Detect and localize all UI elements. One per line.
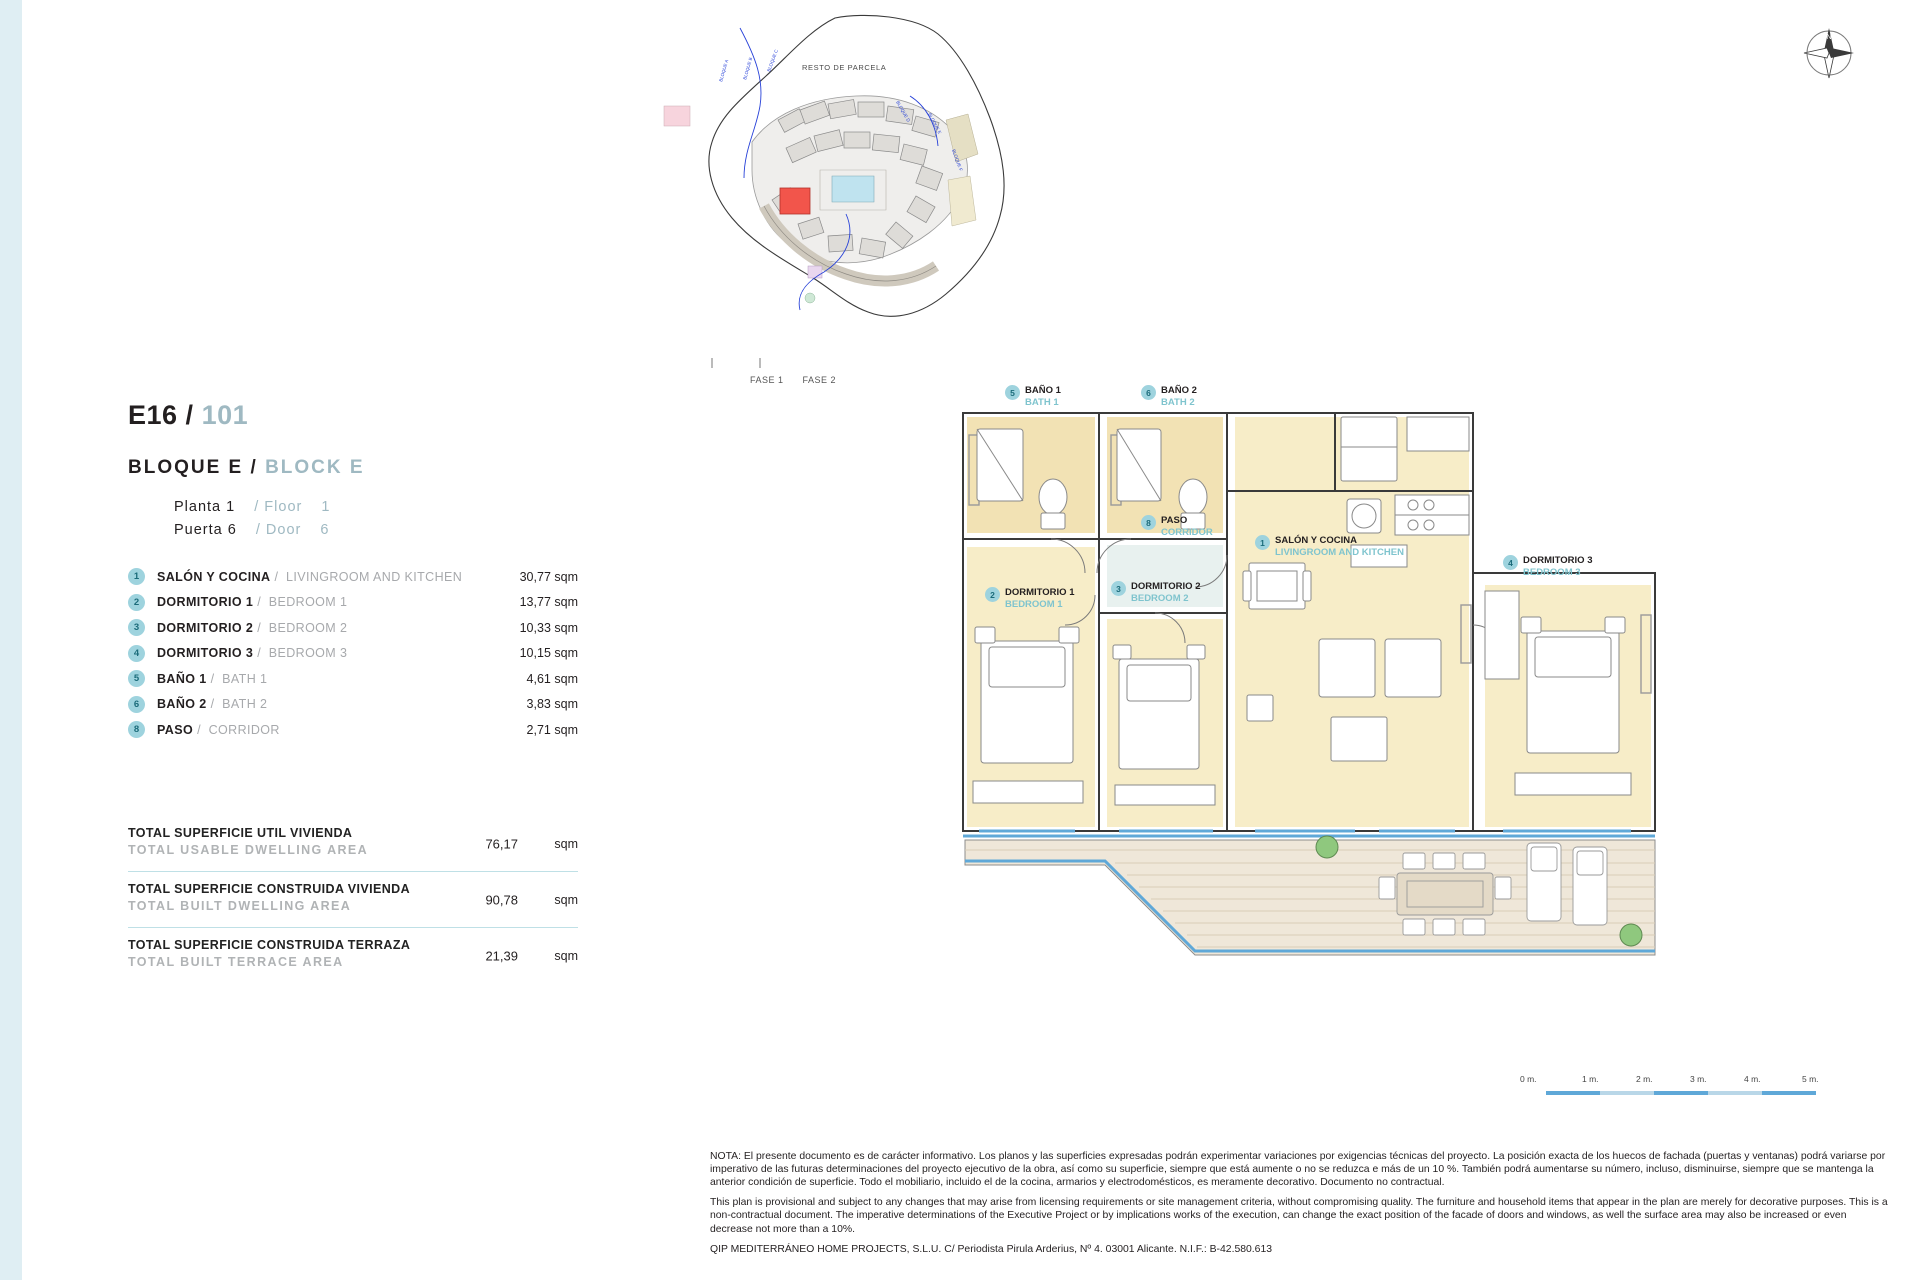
floor-plan-drawing [955,395,1815,1035]
unit-info-panel [128,400,578,983]
block-row [128,457,578,479]
total-value: 21,39 [485,948,518,963]
unit-ref: 101 [201,400,249,430]
plan-room-name-en: CORRIDOR [1161,526,1213,538]
room-number-badge: 1 [128,568,145,585]
phase-2-label: FASE 2 [802,375,837,385]
scale-label-2: 2 m. [1636,1074,1653,1084]
room-area-unit: sqm [554,722,578,737]
plan-room-name-en: BATH 2 [1161,396,1195,408]
planter [1620,924,1642,946]
unit-code: E16 [128,400,178,430]
room-number-badge: 3 [1111,581,1126,596]
plan-room-name-es: BAÑO 2 [1161,385,1197,396]
scale-label-5: 5 m. [1802,1074,1819,1084]
site-key-plan-drawing [660,10,1080,375]
room-fills [967,417,1651,827]
plan-room-name-en: LIVINGROOM AND KITCHEN [1275,546,1404,558]
room-area-unit: sqm [554,671,578,686]
floor-row [174,499,578,515]
plan-room-tag-bedroom1 [985,587,1075,611]
room-name-es: PASO [157,722,194,737]
room-area-unit: sqm [554,697,578,711]
block-label-en: BLOCK E [265,457,365,478]
room-area-unit: sqm [554,646,578,660]
room-area: 10,33 [519,620,551,635]
note-es: NOTA: El presente documento es de carácter informativo. Los planos y las superficies expresadas podrán experimentar variaciones por exigencias técnicas del proyecto. La posición exacta de los huecos de fachada (puertas y ventanas) podrá variarse por imperativo de las futuras determinaciones del proyecto ejecutivo de la obra, así como su superficie, siempre que está aumente o no se reduzca e más de un 10 %. También podrá aumentarse su número, incluso, disminuirse, siempre que se mantenga la anterior condición de superficie. Todo el mobiliario, incluido el de la cocina, armarios y electrodomésticos, es meramente decorativo. Documento no contractual. [710,1151,1886,1189]
page-title: E16 / 101 [128,400,249,430]
plan-room-name-es: DORMITORIO 2 [1131,581,1201,592]
room-area: 30,77 [519,569,551,584]
svg-text:N: N [1826,34,1832,41]
room-name-en: BEDROOM 1 [268,595,348,609]
floor-label-en: / Floor [254,499,303,515]
total-label-es: TOTAL SUPERFICIE CONSTRUIDA TERRAZA [128,938,411,952]
room-name-es: DORMITORIO 1 [157,595,254,609]
plan-room-tag-bedroom3 [1503,555,1593,579]
room-name-es: BAÑO 1 [157,671,207,686]
room-name-en: BATH 2 [222,697,268,711]
plan-room-name-es: DORMITORIO 1 [1005,587,1075,598]
total-row [128,871,578,927]
room-number-badge: 4 [128,645,145,662]
floor-plan [955,385,1815,1035]
totals-table [128,816,578,983]
door-label-en: / Door [255,522,302,538]
scale-label-4: 4 m. [1744,1074,1761,1084]
plan-room-name-en: BEDROOM 3 [1523,566,1581,578]
room-number-badge: 1 [1255,535,1270,550]
plot-label: RESTO DE PARCELA [802,63,887,72]
floor-number: 1 [321,499,331,515]
room-schedule [128,568,578,738]
plan-room-tag-living [1255,535,1404,559]
total-row [128,816,578,871]
site-key-plan [660,10,1080,395]
room-name-en: BEDROOM 3 [268,646,348,660]
room-name-en: BATH 1 [222,671,268,686]
room-number-badge: 3 [128,619,145,636]
door-row [174,522,578,538]
scale-label-0: 0 m. [1520,1074,1537,1084]
room-row: 1 SALÓN Y COCINA / LIVINGROOM AND KITCHEN 30,77 sqm [128,568,578,585]
room-row: 2 DORMITORIO 1 / BEDROOM 1 13,77 sqm [128,594,578,611]
scale-label-3: 3 m. [1690,1074,1707,1084]
room-name-en: CORRIDOR [208,722,280,737]
floor-label-es: Planta 1 [174,499,236,515]
room-name-es: SALÓN Y COCINA [157,569,271,584]
svg-text:BLOQUE C: BLOQUE C [766,48,779,73]
total-label-en: TOTAL USABLE DWELLING AREA [128,843,369,857]
svg-text:BLOQUE B: BLOQUE B [742,56,754,81]
left-accent-band [0,0,22,1280]
room-area-unit: sqm [554,620,578,635]
room-number-badge: 8 [128,721,145,738]
phase-labels [750,375,852,385]
room-row: 8 PASO / CORRIDOR 2,71 sqm [128,721,578,738]
plan-room-tag-bath1 [1005,385,1061,409]
room-name-es: DORMITORIO 3 [157,646,254,660]
highlighted-unit-marker [780,188,810,214]
room-number-badge: 6 [128,696,145,713]
room-row: 5 BAÑO 1 / BATH 1 4,61 sqm [128,670,578,687]
room-row: 4 DORMITORIO 3 / BEDROOM 3 10,15 sqm [128,645,578,662]
svg-text:BLOQUE A: BLOQUE A [718,59,730,83]
room-name-es: DORMITORIO 2 [157,620,254,635]
room-number-badge: 6 [1141,385,1156,400]
total-unit: sqm [554,892,578,907]
scale-bar [1520,1074,1850,1113]
plan-room-name-es: BAÑO 1 [1025,385,1061,396]
plan-room-name-es: DORMITORIO 3 [1523,555,1593,566]
room-number-badge: 4 [1503,555,1518,570]
room-row: 6 BAÑO 2 / BATH 2 3,83 sqm [128,696,578,713]
scale-label-1: 1 m. [1582,1074,1599,1084]
total-row [128,927,578,983]
svg-text:BLOQUE E: BLOQUE E [927,112,943,135]
total-unit: sqm [554,836,578,851]
total-label-es: TOTAL SUPERFICIE UTIL VIVIENDA [128,826,353,840]
total-label-en: TOTAL BUILT TERRACE AREA [128,955,344,969]
planter [1316,836,1338,858]
svg-text:BLOQUE D: BLOQUE D [895,100,912,123]
note-company: QIP MEDITERRÁNEO HOME PROJECTS, S.L.U. C/ Periodista Pirula Arderius, Nº 4. 03001 Alicante. N.I.F.: B-42.580.613 [710,1243,1273,1255]
total-label-en: TOTAL BUILT DWELLING AREA [128,899,352,913]
note-en: This plan is provisional and subject to any changes that may arise from licensing requirements or site management criteria, without compromising quality. The furniture and household items that appear in the plan are merely for decorative purposes. This is a non-contractual document. The imperative determinations of the Executive Project or by implications works of the execution, can change the exact position of the facade of doors and windows, as well the surface area may also be increased or even decrease not more than a 10%. [710,1197,1888,1235]
legal-notes [710,1150,1890,1263]
room-row: 3 DORMITORIO 2 / BEDROOM 2 10,33 sqm [128,619,578,636]
room-area: 10,15 [519,646,551,660]
plan-room-tag-corridor [1141,515,1213,539]
plan-room-tag-bedroom2 [1111,581,1201,605]
room-area-unit: sqm [554,595,578,609]
block-separator: / [250,457,258,478]
room-number-badge: 5 [128,670,145,687]
room-area: 13,77 [519,595,551,609]
plan-room-name-es: PASO [1161,515,1188,526]
plan-room-name-en: BEDROOM 1 [1005,598,1063,610]
total-unit: sqm [554,948,578,963]
room-number-badge: 5 [1005,385,1020,400]
total-value: 76,17 [485,836,518,851]
room-area: 2,71 [526,722,551,737]
room-area: 4,61 [526,671,551,686]
room-area: 3,83 [526,697,551,711]
room-number-badge: 8 [1141,515,1156,530]
total-label-es: TOTAL SUPERFICIE CONSTRUIDA VIVIENDA [128,882,411,896]
total-value: 90,78 [485,892,518,907]
room-name-en: BEDROOM 2 [268,620,348,635]
room-number-badge: 2 [985,587,1000,602]
door-number: 6 [320,522,330,538]
room-area-unit: sqm [554,569,578,584]
room-number-badge: 2 [128,594,145,611]
room-name-es: BAÑO 2 [157,697,207,711]
phase-1-label: FASE 1 [750,375,784,385]
door-label-es: Puerta 6 [174,522,237,538]
plan-room-name-en: BEDROOM 2 [1131,592,1189,604]
compass-north-icon [1798,22,1860,84]
svg-text:BLOQUE F: BLOQUE F [951,148,964,172]
plan-room-name-en: BATH 1 [1025,396,1059,408]
plan-room-name-es: SALÓN Y COCINA [1275,535,1357,546]
plan-room-tag-bath2 [1141,385,1197,409]
room-name-en: LIVINGROOM AND KITCHEN [285,569,463,584]
block-label-es: BLOQUE E [128,457,244,478]
